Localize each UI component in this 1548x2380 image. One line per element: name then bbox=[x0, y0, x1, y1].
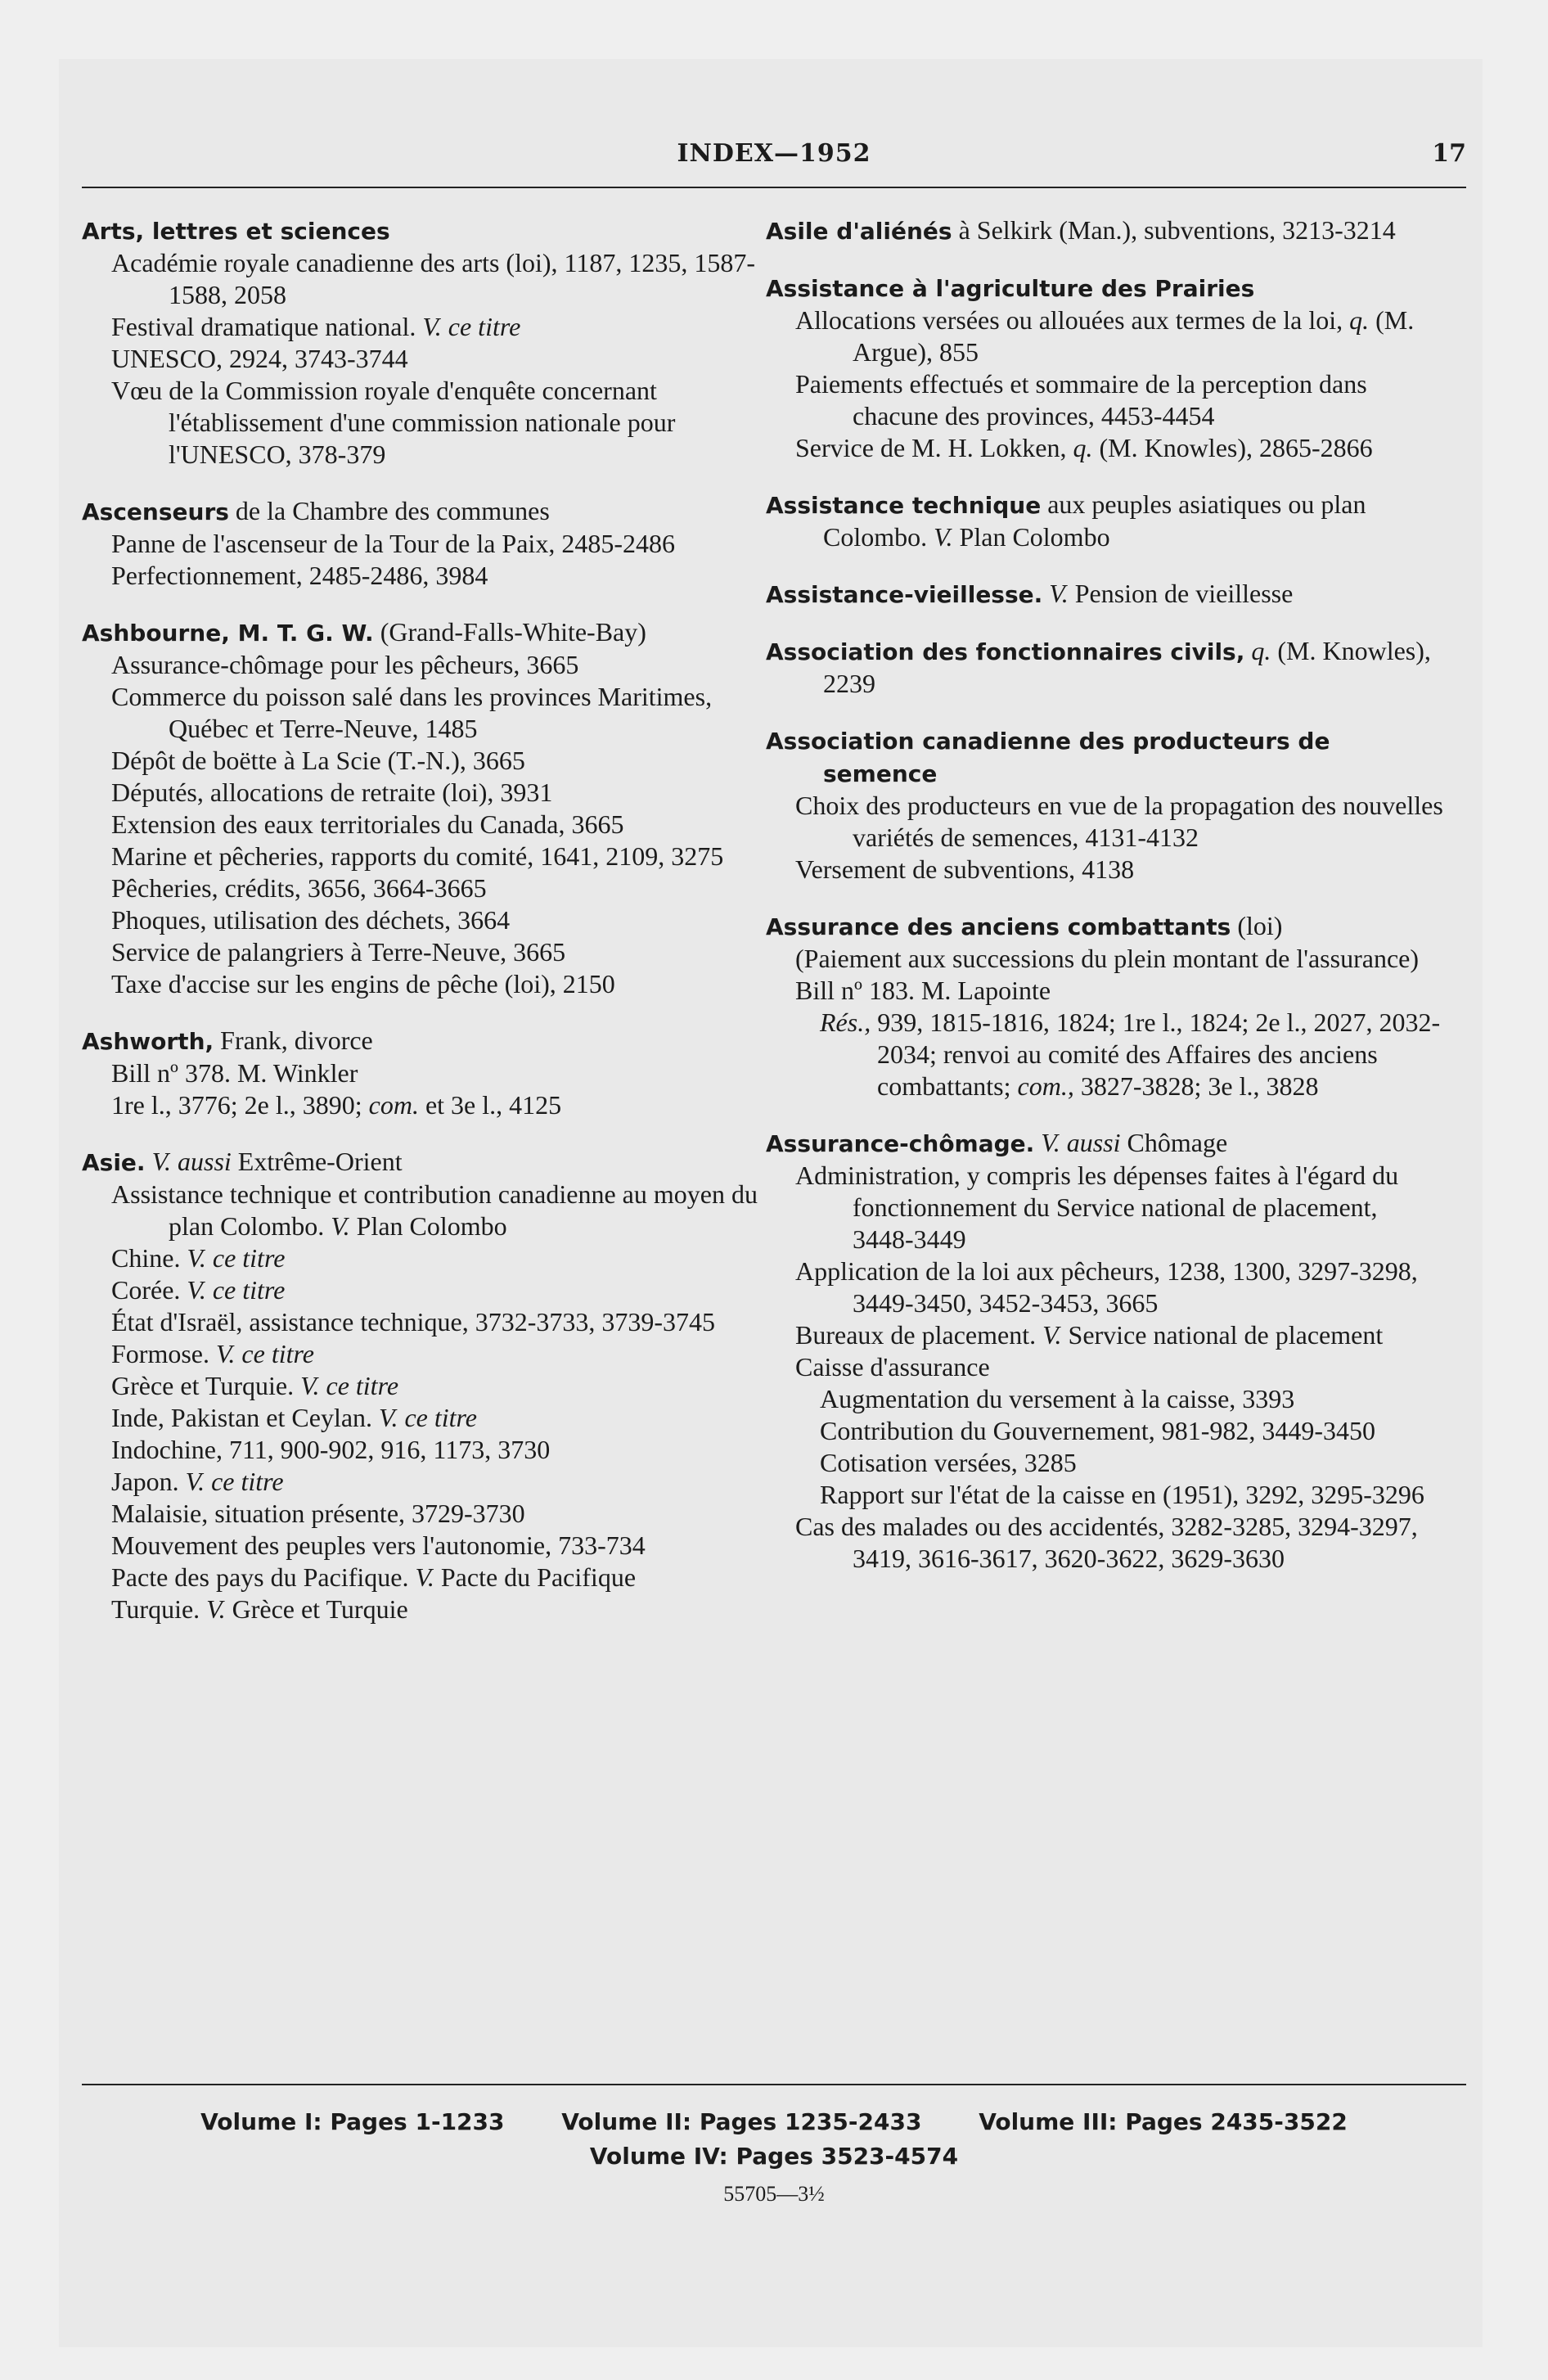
subentry: Inde, Pakistan et Ceylan. V. ce titre bbox=[111, 1403, 477, 1432]
entry-heading: Ashworth, bbox=[82, 1028, 214, 1055]
entry-ashbourne: Ashbourne, M. T. G. W. (Grand-Falls-White-Bay) Assurance-chômage pour les pêcheurs, 3665 Commerce du poisson salé dans les provinces Maritimes, Québec et Terre-Neuve, 1485 Dépôt de boëtte à La Scie (T.-N.), 3665 Députés, allocations de retraite (loi), 3931 Extension des eaux territoriales du Canada, 3665 Marine et pêcheries, rapports du comité, 1641, 2109, 3275 Pêcheries, crédits, 3656, 3664-3665 Phoques, utilisation des déchets, 3664 Service de palangriers à Terre-Neuve, 3665 Taxe d'accise sur les engins de pêche (loi), 2150 bbox=[82, 616, 761, 1000]
entry-arts bbox=[82, 214, 761, 471]
subentry: Extension des eaux territoriales du Canada, 3665 bbox=[111, 809, 624, 839]
subentry: Contribution du Gouvernement, 981-982, 3449-3450 bbox=[820, 1416, 1376, 1445]
subentry: Rapport sur l'état de la caisse en (1951), 3292, 3295-3296 bbox=[820, 1480, 1424, 1509]
subentry: Marine et pêcheries, rapports du comité, 1641, 2109, 3275 bbox=[111, 841, 724, 871]
subentry: Mouvement des peuples vers l'autonomie, 733-734 bbox=[111, 1530, 646, 1560]
right-column bbox=[766, 214, 1445, 1599]
header-rule bbox=[82, 187, 1466, 188]
entry-assistance-agriculture bbox=[766, 272, 1445, 464]
volume-3: Volume III: Pages 2435-3522 bbox=[979, 2108, 1348, 2135]
subentry: Service de palangriers à Terre-Neuve, 3665 bbox=[111, 937, 566, 967]
subentry: Festival dramatique national. V. ce titre bbox=[111, 312, 521, 341]
footer-rule bbox=[82, 2084, 1466, 2085]
subentry: Caisse d'assurance bbox=[795, 1352, 990, 1382]
entry-heading: Assurance-chômage. bbox=[766, 1130, 1035, 1157]
subentry: Pêcheries, crédits, 3656, 3664-3665 bbox=[111, 873, 487, 903]
entry-heading: Assistance-vieillesse. bbox=[766, 581, 1043, 608]
subentry: Assistance technique et contribution canadienne au moyen du plan Colombo. V. Plan Colombo bbox=[111, 1179, 758, 1241]
subentry: Allocations versées ou allouées aux termes de la loi, q. (M. Argue), 855 bbox=[795, 305, 1415, 367]
entry-heading: Association canadienne des producteurs de semence bbox=[766, 728, 1330, 787]
entry-heading: Assurance des anciens combattants bbox=[766, 913, 1231, 940]
subentry: Cotisation versées, 3285 bbox=[820, 1448, 1077, 1477]
subentry: Rés., 939, 1815-1816, 1824; 1re l., 1824; 2e l., 2027, 2032-2034; renvoi au comité des Affaires des anciens combattants; com., 3827-3828; 3e l., 3828 bbox=[820, 1007, 1441, 1101]
subentry: Pacte des pays du Pacifique. V. Pacte du Pacifique bbox=[111, 1562, 637, 1592]
volume-footer bbox=[82, 2105, 1466, 2174]
left-column bbox=[82, 214, 761, 1650]
entry-association-semence bbox=[766, 724, 1445, 886]
entry-heading: Asile d'aliénés bbox=[766, 218, 952, 245]
subentry: Dépôt de boëtte à La Scie (T.-N.), 3665 bbox=[111, 746, 525, 775]
page-header bbox=[82, 139, 1466, 188]
volume-2: Volume II: Pages 1235-2433 bbox=[561, 2108, 922, 2135]
subentry: Bureaux de placement. V. Service national de placement bbox=[795, 1320, 1384, 1350]
subentry: Vœu de la Commission royale d'enquête concernant l'établissement d'une commission nationale pour l'UNESCO, 378-379 bbox=[111, 376, 676, 469]
subentry: Choix des producteurs en vue de la propagation des nouvelles variétés de semences, 4131-4132 bbox=[795, 791, 1443, 852]
print-code: 55705—3½ bbox=[723, 2182, 825, 2206]
subentry: Turquie. V. Grèce et Turquie bbox=[111, 1594, 408, 1624]
subentry: Panne de l'ascenseur de la Tour de la Paix, 2485-2486 bbox=[111, 529, 675, 558]
page-title: INDEX—1952 bbox=[677, 139, 871, 168]
entry-assurance-anciens-combattants: Assurance des anciens combattants (loi) (Paiement aux successions du plein montant de l'assurance) Bill nº 183. M. Lapointe Rés., 939, 1815-1816, 1824; 1re l., 1824; 2e l., 2027, 2032-2034; renvoi au comité des Affaires des anciens combattants; com., 3827-3828; 3e l., 3828 bbox=[766, 910, 1445, 1102]
subentry: Administration, y compris les dépenses faites à l'égard du fonctionnement du Service national de placement, 3448-3449 bbox=[795, 1161, 1399, 1254]
entry-asile: Asile d'aliénés à Selkirk (Man.), subventions, 3213-3214 bbox=[766, 215, 1396, 245]
subentry: Japon. V. ce titre bbox=[111, 1467, 284, 1496]
entry-asie: Asie. V. aussi Extrême-Orient Assistance technique et contribution canadienne au moyen du plan Colombo. V. Plan Colombo Chine. V. ce titre Corée. V. ce titre État d'Israël, assistance technique, 3732-3733, 3739-3745 Formose. V. ce titre Grèce et Turquie. V. ce titre Inde, Pakistan et Ceylan. V. ce titre Indochine, 711, 900-902, 916, 1173, 3730 Japon. V. ce titre Malaisie, situation présente, 3729-3730 Mouvement des peuples vers l'autonomie, 733-734 Pacte des pays du Pacifique. V. Pacte du Pacifique Turquie. V. Grèce et Turquie bbox=[82, 1146, 761, 1625]
subentry: UNESCO, 2924, 3743-3744 bbox=[111, 344, 408, 373]
entry-heading: Assistance à l'agriculture des Prairies bbox=[766, 275, 1255, 302]
subentry: Malaisie, situation présente, 3729-3730 bbox=[111, 1499, 525, 1528]
subentry: Service de M. H. Lokken, q. (M. Knowles), 2865-2866 bbox=[795, 433, 1373, 462]
subentry: Formose. V. ce titre bbox=[111, 1339, 314, 1368]
subentry: Augmentation du versement à la caisse, 3393 bbox=[820, 1384, 1295, 1413]
page-number: 17 bbox=[1432, 139, 1466, 168]
subentry: Cas des malades ou des accidentés, 3282-3285, 3294-3297, 3419, 3616-3617, 3620-3622, 3629-3630 bbox=[795, 1512, 1418, 1573]
entry-assistance-vieillesse: Assistance-vieillesse. V. Pension de vieillesse bbox=[766, 579, 1294, 608]
subentry: Phoques, utilisation des déchets, 3664 bbox=[111, 905, 511, 935]
subentry: Corée. V. ce titre bbox=[111, 1275, 286, 1305]
entry-heading: Asie. bbox=[82, 1149, 146, 1176]
subentry: Bill nº 378. M. Winkler bbox=[111, 1058, 358, 1088]
entry-assistance-technique: Assistance technique aux peuples asiatiques ou plan Colombo. V. Plan Colombo bbox=[766, 489, 1366, 552]
subentry: Indochine, 711, 900-902, 916, 1173, 3730 bbox=[111, 1435, 551, 1464]
subentry: Taxe d'accise sur les engins de pêche (loi), 2150 bbox=[111, 969, 615, 998]
subentry: État d'Israël, assistance technique, 3732-3733, 3739-3745 bbox=[111, 1307, 716, 1336]
subentry: (Paiement aux successions du plein montant de l'assurance) bbox=[795, 944, 1419, 973]
subentry: Paiements effectués et sommaire de la perception dans chacune des provinces, 4453-4454 bbox=[795, 369, 1367, 430]
entry-heading: Association des fonctionnaires civils, bbox=[766, 638, 1245, 665]
volume-4: Volume IV: Pages 3523-4574 bbox=[589, 2143, 959, 2170]
subentry: Académie royale canadienne des arts (loi), 1187, 1235, 1587-1588, 2058 bbox=[111, 248, 755, 309]
subentry: Assurance-chômage pour les pêcheurs, 3665 bbox=[111, 650, 579, 679]
subentry: Grèce et Turquie. V. ce titre bbox=[111, 1371, 399, 1400]
subentry: Application de la loi aux pêcheurs, 1238, 1300, 3297-3298, 3449-3450, 3452-3453, 3665 bbox=[795, 1256, 1418, 1318]
subentry: Commerce du poisson salé dans les provinces Maritimes, Québec et Terre-Neuve, 1485 bbox=[111, 682, 713, 743]
entry-heading: Arts, lettres et sciences bbox=[82, 218, 390, 245]
subentry: Chine. V. ce titre bbox=[111, 1243, 286, 1273]
entry-heading: Ascenseurs bbox=[82, 498, 229, 525]
entry-assurance-chomage: Assurance-chômage. V. aussi Chômage Administration, y compris les dépenses faites à l'égard du fonctionnement du Service national de placement, 3448-3449 Application de la loi aux pêcheurs, 1238, 1300, 3297-3298, 3449-3450, 3452-3453, 3665 Bureaux de placement. V. Service national de placement Caisse d'assurance Augmentation du versement à la caisse, 3393 Contribution du Gouvernement, 981-982, 3449-3450 Cotisation versées, 3285 Rapport sur l'état de la caisse en (1951), 3292, 3295-3296 Cas des malades ou des accidentés, 3282-3285, 3294-3297, 3419, 3616-3617, 3620-3622, 3629-3630 bbox=[766, 1127, 1445, 1575]
entry-heading: Ashbourne, M. T. G. W. bbox=[82, 620, 374, 647]
entry-heading: Assistance technique bbox=[766, 492, 1042, 519]
entry-association-fonctionnaires: Association des fonctionnaires civils, q. (M. Knowles), 2239 bbox=[766, 636, 1431, 698]
subentry: 1re l., 3776; 2e l., 3890; com. et 3e l., 4125 bbox=[111, 1090, 562, 1120]
subentry: Versement de subventions, 4138 bbox=[795, 854, 1135, 884]
entry-ashworth: Ashworth, Frank, divorce Bill nº 378. M. Winkler 1re l., 3776; 2e l., 3890; com. et 3e l., 4125 bbox=[82, 1025, 761, 1121]
subentry: Députés, allocations de retraite (loi), 3931 bbox=[111, 778, 553, 807]
volume-1: Volume I: Pages 1-1233 bbox=[200, 2108, 505, 2135]
entry-ascenseurs: Ascenseurs de la Chambre des communes Panne de l'ascenseur de la Tour de la Paix, 2485-2486 Perfectionnement, 2485-2486, 3984 bbox=[82, 495, 761, 592]
subentry: Perfectionnement, 2485-2486, 3984 bbox=[111, 561, 488, 590]
subentry: Bill nº 183. M. Lapointe bbox=[795, 976, 1051, 1005]
